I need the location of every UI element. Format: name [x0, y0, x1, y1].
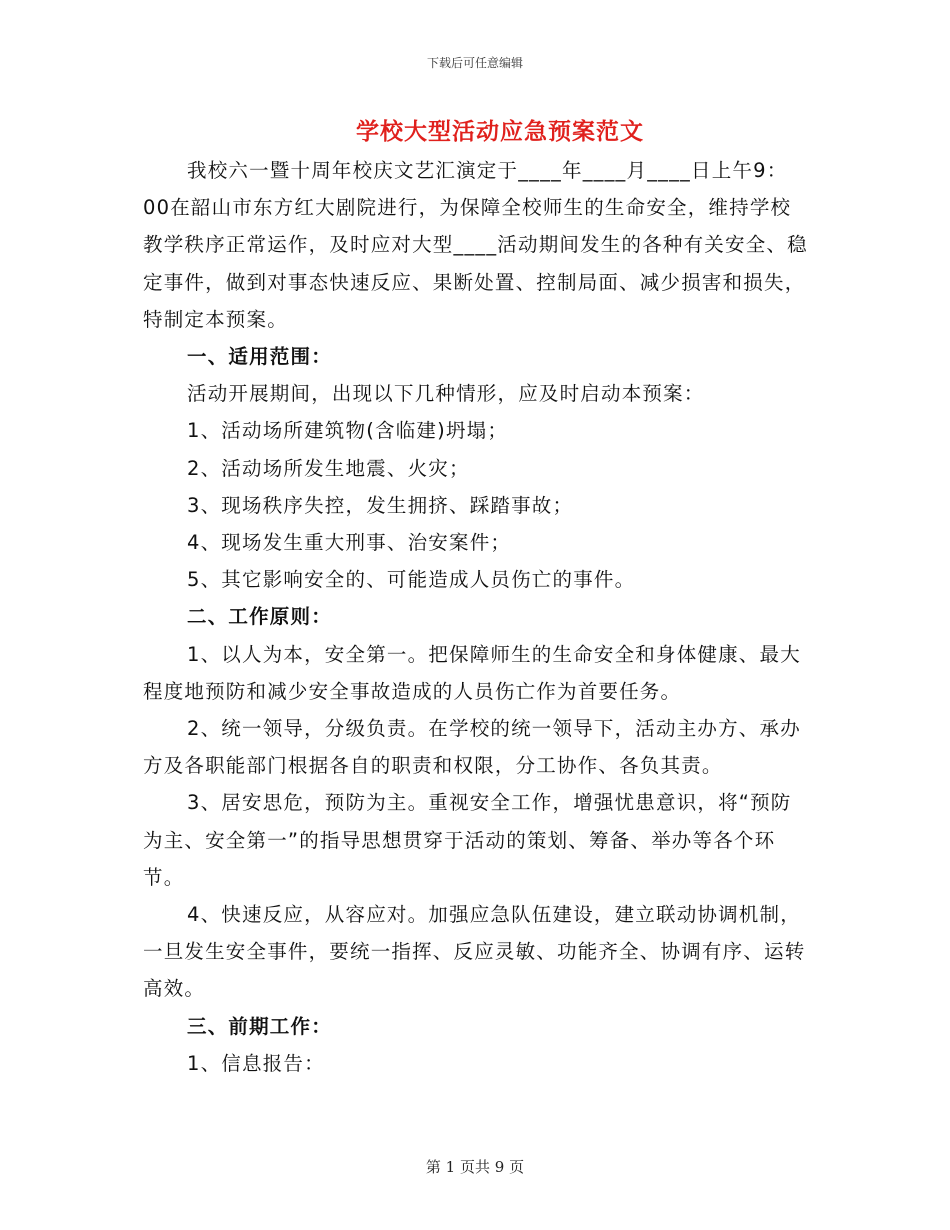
section-heading-preparation: 三、前期工作：: [187, 1014, 332, 1038]
scope-intro: 活动开展期间，出现以下几种情形，应及时启动本预案：: [187, 382, 705, 406]
header-note: 下载后可任意编辑: [426, 56, 523, 70]
scope-item-5: 5、其它影响安全的、可能造成人员伤亡的事件。: [187, 568, 636, 592]
scope-item-4: 4、现场发生重大刑事、治安案件；: [187, 531, 512, 555]
intro-paragraph: 我校六一暨十周年校庆文艺汇演定于____年____月____日上午9：00在韶山市东方红大剧院进行，为保障全校师生的生命安全，维持学校教学秩序正常运作，及时应对大型____活动期间发生的各种有关安全、稳定事件，做到对事态快速反应、果断处置、控制局面、减少损害和损失，特制定本预案。: [143, 159, 808, 331]
section-heading-scope: 一、适用范围：: [187, 345, 332, 369]
page-footer: 第 1 页共 9 页: [425, 1158, 525, 1176]
principle-4: 4、快速反应，从容应对。加强应急队伍建设，建立联动协调机制，一旦发生安全事件，要统一指挥、反应灵敏、功能齐全、协调有序、运转高效。: [143, 903, 806, 1001]
scope-item-2: 2、活动场所发生地震、火灾；: [187, 456, 470, 480]
scope-item-1: 1、活动场所建筑物(含临建)坍塌；: [187, 419, 509, 443]
document-title: 学校大型活动应急预案范文: [356, 119, 644, 145]
preparation-item-1: 1、信息报告：: [187, 1051, 325, 1075]
scope-item-3: 3、现场秩序失控，发生拥挤、踩踏事故；: [187, 493, 574, 517]
principle-3: 3、居安思危，预防为主。重视安全工作，增强忧患意识，将“预防为主、安全第一”的指导思想贯穿于活动的策划、筹备、举办等各个环节。: [143, 791, 792, 889]
section-heading-principles: 二、工作原则：: [187, 605, 332, 629]
principle-2: 2、统一领导，分级负责。在学校的统一领导下，活动主办方、承办方及各职能部门根据各自的职责和权限，分工协作、各负其责。: [143, 717, 801, 778]
principle-1: 1、以人为本，安全第一。把保障师生的生命安全和身体健康、最大程度地预防和减少安全事故造成的人员伤亡作为首要任务。: [143, 642, 801, 703]
document-body: [143, 152, 811, 1082]
